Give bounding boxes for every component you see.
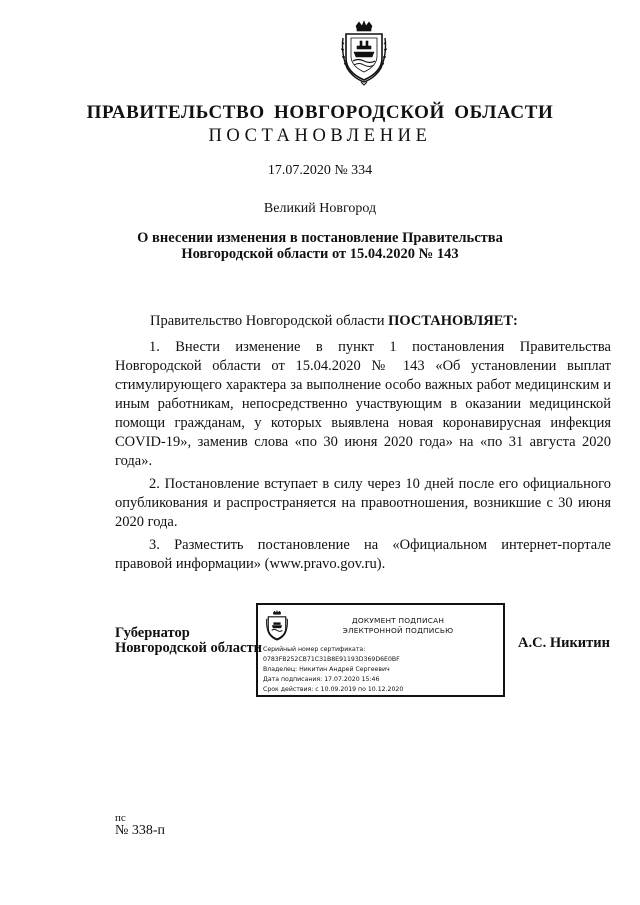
preamble xyxy=(150,313,518,330)
subject-line-1: О внесении изменения в постановление Правительства xyxy=(137,230,503,246)
electronic-signature-stamp xyxy=(256,603,505,697)
paragraph-3: 3. Разместить постановление на «Официальном интернет-портале правовой информации» (www.pravo.gov.ru). xyxy=(115,537,611,572)
paragraph-1: 1. Внести изменение в пункт 1 постановления Правительства Новгородской области от 15.04.2020 № 143 «Об установлении выплат стимулирующего характера за выполнение особо важных работ медицинским и иным работникам, непосредственно участвующим в оказании медицинской помощи гражданам, у которых выявлена новая коронавирусная инфекция COVID-19», заменив слова «по 30 июня 2020 года» на «по 31 августа 2020 года». xyxy=(115,339,611,469)
stamp-signed-date: Дата подписания: 17.07.2020 15:46 xyxy=(263,676,380,683)
document-body xyxy=(115,338,611,578)
document-subject xyxy=(0,230,640,262)
document-city: Великий Новгород xyxy=(263,201,377,216)
stamp-serial-value: 0783FB252CB71C31B8E91193D369D6E0BF xyxy=(263,656,400,663)
signer-title-line-2: Новгородской области xyxy=(115,640,262,656)
subject-line-2: Новгородской области от 15.04.2020 № 143 xyxy=(181,246,459,262)
stamp-heading-line-1: ДОКУМЕНТ ПОДПИСАН xyxy=(351,616,445,625)
document-date-number: 17.07.2020 № 334 xyxy=(267,163,373,178)
signer-title-line-1: Губернатор xyxy=(115,625,190,641)
stamp-heading-line-2: ЭЛЕКТРОННОЙ ПОДПИСЬЮ xyxy=(342,626,454,635)
preamble-text: Правительство Новгородской области xyxy=(150,313,389,329)
stamp-owner: Владелец: Никитин Андрей Сергеевич xyxy=(263,666,390,673)
preamble-keyword: ПОСТАНОВЛЯЕТ: xyxy=(388,313,518,329)
novgorod-coat-of-arms-icon xyxy=(341,20,387,86)
footer-code-line-2: № 338-п xyxy=(115,823,166,838)
stamp-validity: Срок действия: с 10.09.2019 по 10.12.2020 xyxy=(263,686,404,693)
signer-title xyxy=(115,626,262,656)
stamp-serial-label: Серийный номер сертификата: xyxy=(263,646,366,653)
paragraph-2: 2. Постановление вступает в силу через 10 дней после его официального опубликования и распространяется на правоотношения, возникшие с 30 июня 2020 года. xyxy=(115,476,611,530)
document-type: ПОСТАНОВЛЕНИЕ xyxy=(208,126,432,146)
government-name: ПРАВИТЕЛЬСТВО НОВГОРОДСКОЙ ОБЛАСТИ xyxy=(86,102,554,123)
signer-name: А.С. Никитин xyxy=(518,635,610,651)
footer-code-line-1: пс xyxy=(115,812,126,824)
document-registration-code xyxy=(115,813,165,838)
novgorod-coat-of-arms-icon xyxy=(265,610,289,642)
